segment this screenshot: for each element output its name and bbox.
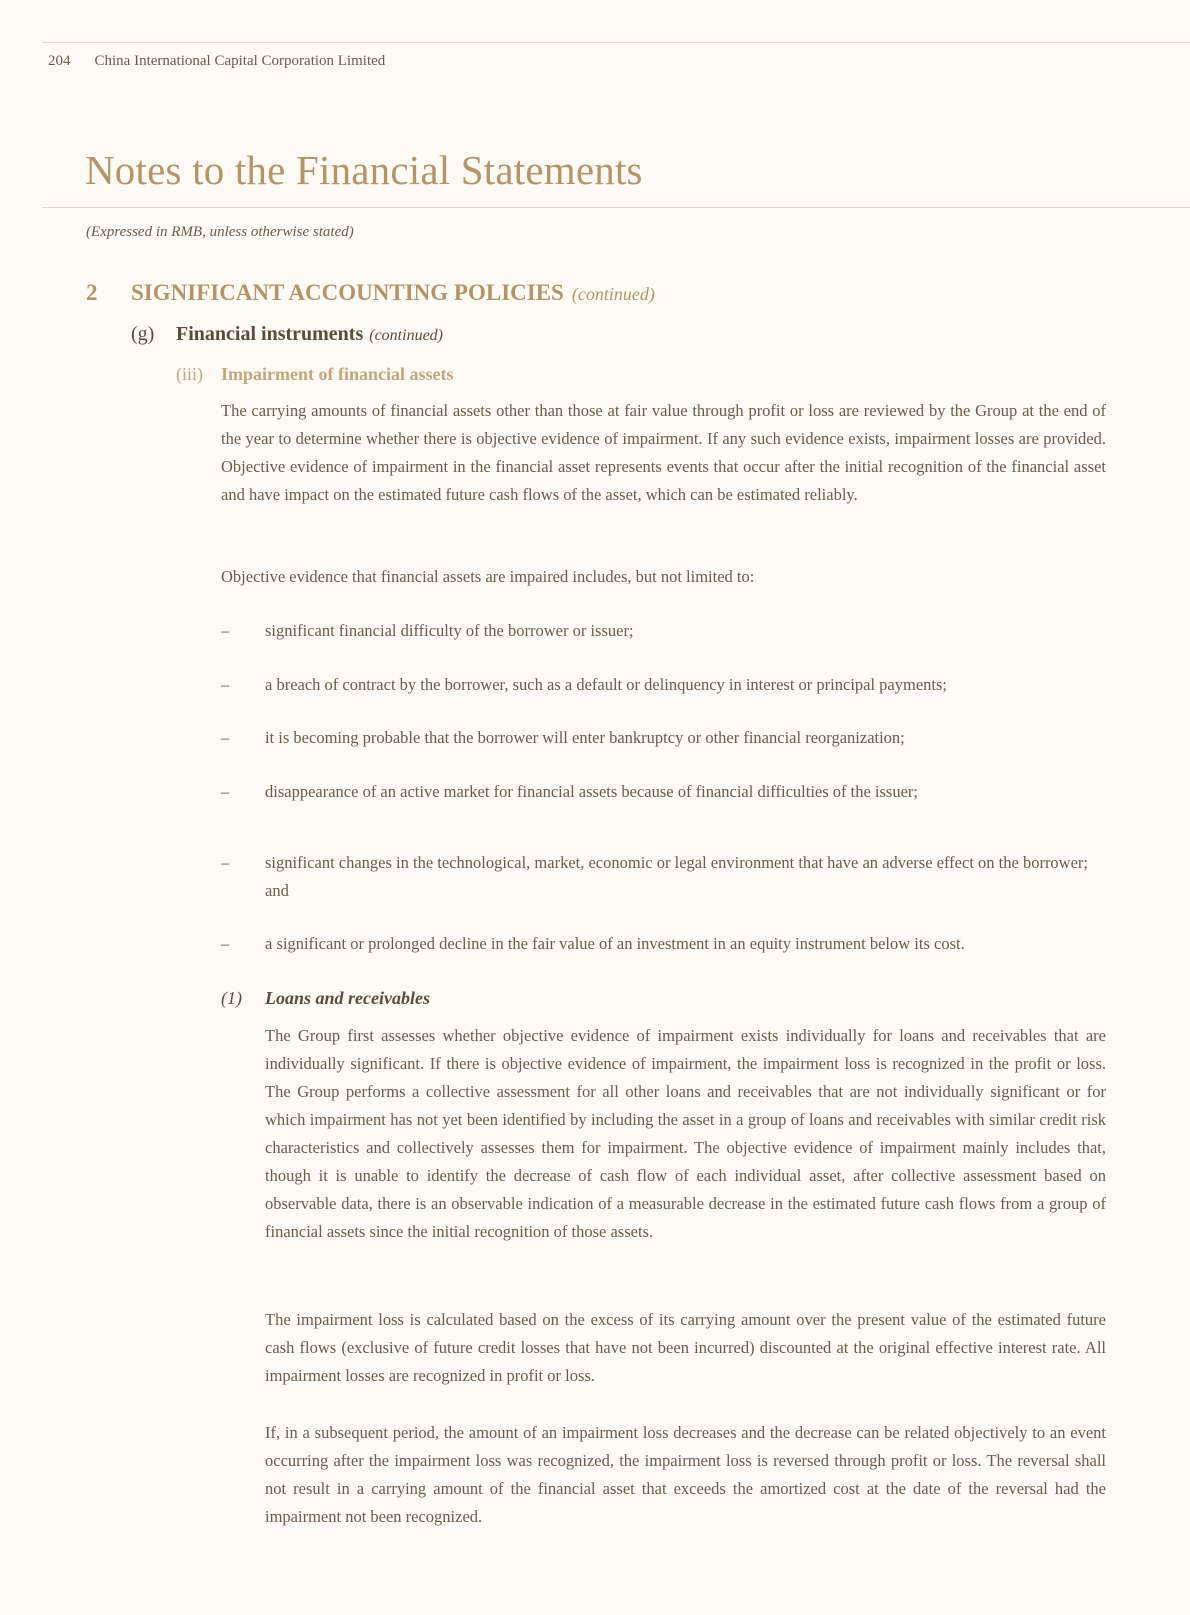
subsection-heading xyxy=(131,323,443,346)
dash-bullet-icon: – xyxy=(221,675,230,694)
section-heading xyxy=(86,280,655,306)
list-item: – a breach of contract by the borrower, such as a default or delinquency in interest or principal payments; xyxy=(221,671,1106,699)
intro-paragraph: The carrying amounts of financial assets other than those at fair value through profit or loss are reviewed by the Group at the end of the year to determine whether there is objective evidence of impairment. If any such evidence exists, impairment losses are provided. Objective evidence of impairment in the financial asset represents events that occur after the initial recognition of the financial asset and have impact on the estimated future cash flows of the asset, which can be estimated reliably. xyxy=(221,401,1106,504)
section-title: SIGNIFICANT ACCOUNTING POLICIES xyxy=(131,280,564,305)
currency-note: (Expressed in RMB, unless otherwise stated) xyxy=(86,224,354,240)
loans-paragraph: The impairment loss is calculated based on the excess of its carrying amount over the present value of the estimated future cash flows (exclusive of future credit losses that have not been incurred) discounted at the original effective interest rate. All impairment losses are recognized in profit or loss. xyxy=(265,1310,1106,1385)
running-header xyxy=(48,53,385,70)
subsubsection-title: Impairment of financial assets xyxy=(221,364,454,384)
dash-bullet-icon: – xyxy=(221,853,230,872)
loans-paragraph: If, in a subsequent period, the amount of an impairment loss decreases and the decrease can be related objectively to an event occurring after the impairment loss was recognized, the impairment loss is reversed through profit or loss. The reversal shall not result in a carrying amount of the financial asset that exceeds the amortized cost at the date of the reversal had the impairment not been recognized. xyxy=(265,1423,1106,1526)
list-item: – a significant or prolonged decline in the fair value of an investment in an equity instrument below its cost. xyxy=(221,930,1106,958)
dash-bullet-icon: – xyxy=(221,934,230,953)
section-continued: (continued) xyxy=(571,284,655,304)
loans-paragraph: The Group first assesses whether objective evidence of impairment exists individually for loans and receivables that are individually significant. If there is objective evidence of impairment, the impairment loss is recognized in the profit or loss. The Group performs a collective assessment for all other loans and receivables that are not individually significant or for which impairment has not yet been identified by including the asset in a group of loans and receivables with similar credit risk characteristics and collectively assesses them for impairment. The objective evidence of impairment mainly includes that, though it is unable to identify the decrease of cash flow of each individual asset, after collective assessment based on observable data, there is an observable indication of a measurable decrease in the estimated future cash flows from a group of financial assets since the initial recognition of those assets. xyxy=(265,1026,1106,1241)
section-number: 2 xyxy=(86,280,98,305)
page-number: 204 xyxy=(48,53,71,69)
subsection-title: Financial instruments xyxy=(176,323,364,345)
list-item: – significant financial difficulty of the borrower or issuer; xyxy=(221,617,1106,645)
subsubsection-number: (iii) xyxy=(176,364,203,384)
dash-bullet-icon: – xyxy=(221,728,230,747)
subsection-continued: (continued) xyxy=(369,327,443,344)
header-rule xyxy=(42,42,1190,43)
subsubsection-heading xyxy=(176,364,454,385)
list-item: – it is becoming probable that the borrower will enter bankruptcy or other financial reorganization; xyxy=(221,724,1106,752)
loans-heading xyxy=(221,988,430,1009)
loans-title: Loans and receivables xyxy=(265,988,430,1008)
dash-bullet-icon: – xyxy=(221,621,230,640)
subsection-number: (g) xyxy=(131,323,155,345)
list-item: – disappearance of an active market for financial assets because of financial difficulties of the issuer; xyxy=(221,778,1106,806)
loans-number: (1) xyxy=(221,988,242,1008)
page-title: Notes to the Financial Statements xyxy=(85,147,643,193)
company-name: China International Capital Corporation Limited xyxy=(94,53,386,69)
evidence-lead-paragraph: Objective evidence that financial assets are impaired includes, but not limited to: xyxy=(221,567,755,586)
title-rule xyxy=(42,207,1190,208)
dash-bullet-icon: – xyxy=(221,782,230,801)
list-item: – significant changes in the technological, market, economic or legal environment that have an adverse effect on the borrower; and xyxy=(221,849,1106,905)
